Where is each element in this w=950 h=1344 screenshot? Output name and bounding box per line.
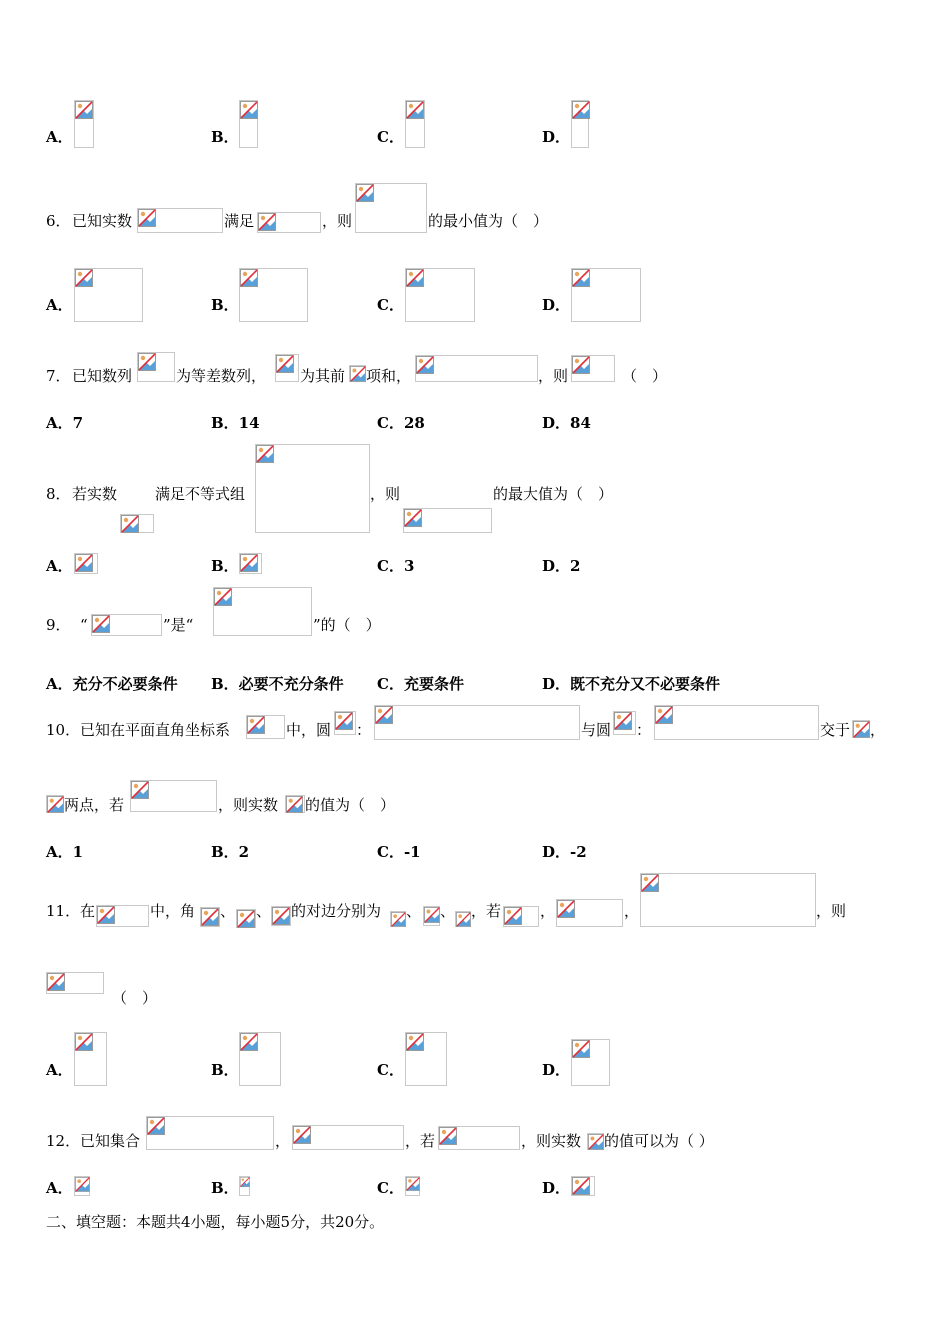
- q11-text: （ ）: [112, 989, 158, 1007]
- q6-text: 满足: [224, 212, 255, 230]
- q8-text: 满足不等式组: [155, 485, 246, 503]
- formula-image: [74, 268, 143, 322]
- broken-image-icon: [240, 554, 258, 572]
- q10-text: 交于: [820, 721, 851, 739]
- q7-text: 已知数列: [72, 367, 133, 385]
- broken-image-icon: [572, 1177, 590, 1195]
- broken-image-icon: [201, 908, 219, 926]
- formula-image: [137, 352, 175, 382]
- broken-image-icon: [237, 910, 255, 928]
- q10-option-b: B．2: [211, 843, 250, 861]
- q6-option-b: B．: [211, 296, 239, 314]
- formula-image: [74, 553, 98, 574]
- formula-image: [96, 905, 149, 927]
- q11-option-a: A．: [46, 1061, 73, 1079]
- broken-image-icon: [641, 874, 659, 892]
- formula-image: [556, 899, 623, 927]
- broken-image-icon: [655, 706, 673, 724]
- q11-text: 在: [80, 902, 96, 920]
- broken-image-icon: [138, 353, 156, 371]
- q11-option-b: B．: [211, 1061, 239, 1079]
- q12-option-c: C．: [377, 1179, 404, 1197]
- formula-image: [571, 355, 615, 382]
- q10-option-d: D．-2: [542, 843, 587, 861]
- broken-image-icon: [293, 1126, 311, 1144]
- formula-image: [120, 514, 154, 533]
- q8-text: 若实数: [72, 485, 118, 503]
- q7-text: 为其前: [300, 367, 346, 385]
- broken-image-icon: [572, 269, 590, 287]
- formula-image: [137, 208, 223, 233]
- q11-separator: 、: [220, 902, 236, 920]
- formula-image: [587, 1133, 604, 1150]
- q8-option-a: A．: [46, 557, 73, 575]
- q6-text: 已知实数: [72, 212, 133, 230]
- broken-image-icon: [335, 712, 353, 730]
- formula-image: [355, 183, 427, 233]
- broken-image-icon: [406, 269, 424, 287]
- broken-image-icon: [391, 912, 406, 927]
- broken-image-icon: [572, 356, 590, 374]
- q12-number: 12．: [46, 1132, 81, 1150]
- section-heading: 二、填空题：本题共4小题，每小题5分，共20分。: [46, 1213, 385, 1231]
- broken-image-icon: [424, 907, 440, 923]
- formula-image: [285, 795, 305, 813]
- broken-image-icon: [572, 1040, 590, 1058]
- q11-text: ，若: [471, 902, 502, 920]
- q12-text: 的值可以为（ ）: [604, 1132, 714, 1150]
- q10-option-c: C．-1: [377, 843, 421, 861]
- broken-image-icon: [75, 269, 93, 287]
- broken-image-icon: [131, 781, 149, 799]
- q10-text: 与圆: [581, 721, 612, 739]
- q9-option-a: A．充分不必要条件: [46, 675, 178, 693]
- broken-image-icon: [75, 1033, 93, 1051]
- formula-image: [239, 1176, 250, 1196]
- q6-option-c: C．: [377, 296, 404, 314]
- formula-image: [74, 1176, 90, 1196]
- q7-option-d: D．84: [542, 414, 591, 432]
- q7-number: 7．: [46, 367, 71, 385]
- formula-image: [130, 780, 217, 812]
- formula-image: [390, 911, 406, 927]
- q12-text: ，则实数: [521, 1132, 582, 1150]
- formula-image: [46, 795, 64, 813]
- q11-text: 中，角: [150, 902, 196, 920]
- q5-option-d: D．: [542, 128, 571, 146]
- q11-option-d: D．: [542, 1061, 571, 1079]
- broken-image-icon: [406, 1033, 424, 1051]
- formula-image: [275, 354, 299, 382]
- formula-image: [239, 553, 262, 574]
- broken-image-icon: [456, 912, 471, 927]
- broken-image-icon: [97, 906, 115, 924]
- formula-image: [571, 1039, 610, 1086]
- q7-text: （ ）: [622, 367, 668, 385]
- q11-separator: 、: [256, 902, 272, 920]
- q11-comma: ，: [540, 902, 556, 920]
- q10-text: ，: [870, 721, 886, 739]
- formula-image: [200, 907, 220, 927]
- broken-image-icon: [272, 907, 290, 925]
- broken-image-icon: [404, 509, 422, 527]
- q8-text: 的最大值为（ ）: [493, 485, 614, 503]
- formula-image: [246, 715, 285, 739]
- broken-image-icon: [853, 721, 870, 738]
- broken-image-icon: [138, 209, 156, 227]
- formula-image: [255, 444, 370, 533]
- q8-option-d: D．2: [542, 557, 581, 575]
- formula-image: [257, 212, 321, 233]
- formula-image: [852, 720, 870, 738]
- broken-image-icon: [406, 101, 424, 119]
- q11-number: 11．: [46, 902, 81, 920]
- q6-option-d: D．: [542, 296, 571, 314]
- formula-image: [146, 1116, 274, 1150]
- q9-text: “: [80, 616, 88, 634]
- broken-image-icon: [286, 796, 303, 813]
- broken-image-icon: [588, 1134, 604, 1150]
- broken-image-icon: [75, 101, 93, 119]
- formula-image: [403, 508, 492, 533]
- q11-option-c: C．: [377, 1061, 404, 1079]
- q12-option-d: D．: [542, 1179, 571, 1197]
- formula-image: [271, 906, 291, 926]
- q10-text: 两点，若: [64, 796, 125, 814]
- formula-image: [292, 1125, 404, 1150]
- formula-image: [613, 711, 636, 735]
- q7-text: 为等差数列，: [176, 367, 267, 385]
- q10-text: 中，圆: [286, 721, 332, 739]
- q12-option-a: A．: [46, 1179, 73, 1197]
- formula-image: [455, 911, 471, 927]
- broken-image-icon: [75, 554, 93, 572]
- broken-image-icon: [75, 1177, 90, 1192]
- broken-image-icon: [416, 356, 434, 374]
- formula-image: [74, 100, 94, 148]
- q9-option-c: C．充要条件: [377, 675, 464, 693]
- formula-image: [349, 365, 366, 382]
- q7-option-b: B．14: [211, 414, 260, 432]
- formula-image: [571, 268, 641, 322]
- broken-image-icon: [240, 269, 258, 287]
- broken-image-icon: [47, 796, 64, 813]
- formula-image: [571, 100, 589, 148]
- q10-text: ：: [636, 721, 652, 739]
- broken-image-icon: [214, 588, 232, 606]
- q7-text: ，则: [538, 367, 569, 385]
- q11-separator: 、: [406, 902, 422, 920]
- q6-text: ，则: [322, 212, 353, 230]
- q6-number: 6．: [46, 212, 71, 230]
- q10-text: 的值为（ ）: [305, 796, 396, 814]
- formula-image: [374, 705, 580, 740]
- q7-text: 项和，: [366, 367, 412, 385]
- q12-text: ，若: [405, 1132, 436, 1150]
- broken-image-icon: [147, 1117, 165, 1135]
- formula-image: [46, 972, 104, 994]
- broken-image-icon: [258, 213, 276, 231]
- q9-text: ”的（ ）: [313, 616, 381, 634]
- q10-option-a: A．1: [46, 843, 84, 861]
- broken-image-icon: [276, 355, 294, 373]
- broken-image-icon: [256, 445, 274, 463]
- formula-image: [334, 711, 356, 735]
- formula-image: [438, 1126, 520, 1150]
- q5-option-c: C．: [377, 128, 404, 146]
- q10-text: 已知在平面直角坐标系: [80, 721, 231, 739]
- broken-image-icon: [240, 101, 258, 119]
- formula-image: [236, 909, 256, 928]
- q8-option-c: C．3: [377, 557, 415, 575]
- broken-image-icon: [350, 366, 366, 382]
- broken-image-icon: [375, 706, 393, 724]
- broken-image-icon: [240, 1177, 250, 1187]
- formula-image: [74, 1032, 107, 1086]
- q6-option-a: A．: [46, 296, 73, 314]
- formula-image: [405, 100, 425, 148]
- q11-text: ，则: [816, 902, 847, 920]
- formula-image: [405, 1032, 447, 1086]
- q7-option-c: C．28: [377, 414, 425, 432]
- broken-image-icon: [356, 184, 374, 202]
- q9-text: ”是“: [163, 616, 194, 634]
- formula-image: [213, 587, 312, 636]
- formula-image: [640, 873, 816, 927]
- broken-image-icon: [406, 1177, 420, 1191]
- q8-option-b: B．: [211, 557, 239, 575]
- q8-text: ，则: [370, 485, 401, 503]
- formula-image: [239, 268, 308, 322]
- q10-text: ，则实数: [218, 796, 279, 814]
- broken-image-icon: [504, 907, 522, 925]
- broken-image-icon: [557, 900, 575, 918]
- q12-option-b: B．: [211, 1179, 239, 1197]
- q5-option-b: B．: [211, 128, 239, 146]
- q5-option-a: A．: [46, 128, 73, 146]
- q12-text: 已知集合: [80, 1132, 141, 1150]
- broken-image-icon: [240, 1033, 258, 1051]
- q11-separator: 、: [440, 902, 456, 920]
- q12-comma: ，: [275, 1132, 291, 1150]
- broken-image-icon: [92, 615, 110, 633]
- formula-image: [571, 1176, 595, 1196]
- formula-image: [423, 906, 440, 926]
- broken-image-icon: [121, 515, 139, 533]
- broken-image-icon: [47, 973, 65, 991]
- q9-option-d: D．既不充分又不必要条件: [542, 675, 721, 693]
- formula-image: [91, 614, 162, 636]
- formula-image: [239, 1032, 281, 1086]
- broken-image-icon: [247, 716, 265, 734]
- formula-image: [405, 268, 475, 322]
- broken-image-icon: [614, 712, 632, 730]
- q11-comma: ，: [624, 902, 640, 920]
- q7-option-a: A．7: [46, 414, 84, 432]
- q9-option-b: B．必要不充分条件: [211, 675, 344, 693]
- formula-image: [503, 906, 539, 927]
- broken-image-icon: [572, 101, 590, 119]
- formula-image: [654, 705, 819, 740]
- q9-number: 9．: [46, 616, 71, 634]
- formula-image: [415, 355, 538, 382]
- formula-image: [405, 1176, 420, 1196]
- formula-image: [239, 100, 258, 148]
- q8-number: 8．: [46, 485, 71, 503]
- q6-text: 的最小值为（ ）: [428, 212, 549, 230]
- q10-number: 10．: [46, 721, 81, 739]
- q11-text: 的对边分别为: [291, 902, 382, 920]
- q10-text: ：: [356, 721, 372, 739]
- broken-image-icon: [439, 1127, 457, 1145]
